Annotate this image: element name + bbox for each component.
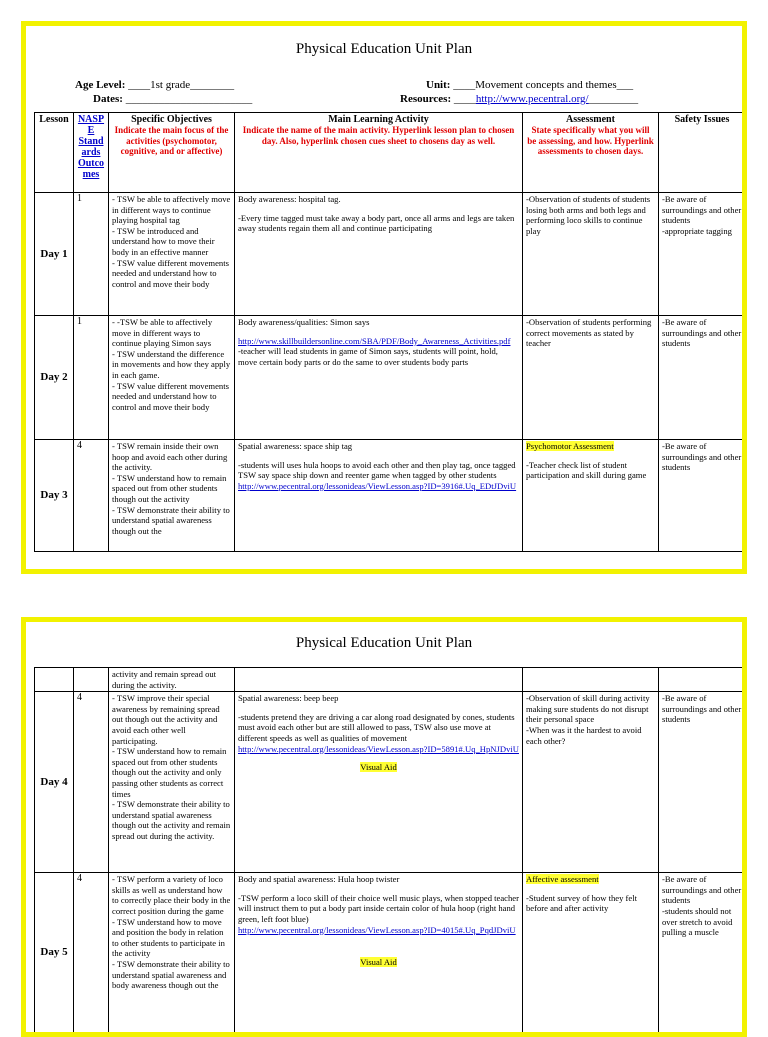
resources: Resources: ____http://www.pecentral.org/_________ xyxy=(400,93,639,105)
unit-value: Movement concepts and themes xyxy=(475,79,617,91)
header-standards xyxy=(74,113,109,193)
table-row xyxy=(35,692,746,873)
objectives-cell: - TSW improve their special awareness by remaining spread out though out the activity and avoid each other well participating. - TSW understand how to remain spaced out from other students though out the activity and only passing other students as correct times - TSW demonstrate their ability to understand spatial awareness though out the activity and remain spread out during the activity. xyxy=(109,692,235,873)
objectives-continuation: activity and remain spread out during the activity. xyxy=(109,668,235,692)
age-level: Age Level: ____1st grade________ xyxy=(75,79,235,91)
dates: Dates: _______________________ xyxy=(93,93,253,105)
activity-cell xyxy=(235,316,523,440)
visual-aid[interactable]: Visual Aid xyxy=(360,762,397,773)
safety-cell: -Be aware of surroundings and other students -appropriate tagging xyxy=(659,193,746,316)
header-lesson: Lesson xyxy=(35,113,74,193)
activity-description: -TSW perform a loco skill of their choice well music plays, when stopped teacher will instruct them to put a body part inside certain color of hula hoop (right hand green, left foot blue) xyxy=(238,892,519,924)
assessment-text: -Observation of skill during activity making sure students do not disrupt their personal space -When was it the hardest to avoid each other? xyxy=(526,693,650,746)
header-row xyxy=(35,113,746,193)
safety-cell: -Be aware of surroundings and other students xyxy=(659,316,746,440)
activity-link[interactable]: http://www.pecentral.org/lessonideas/ViewLesson.asp?ID=5891#.Uq_HpNJDviU xyxy=(238,743,519,754)
day-label: Day 5 xyxy=(35,873,74,1033)
activity-note: Indicate the name of the main activity. Hyperlink lesson plan to chosen day. Also, hyperlink chosen cues sheet to chosens day as well. xyxy=(242,125,515,146)
assessment-cell xyxy=(523,316,659,440)
activity-cell xyxy=(235,692,523,873)
assessment-title: Assessment xyxy=(566,114,615,125)
header-safety: Safety Issues xyxy=(659,113,746,193)
activity-title: Main Learning Activity xyxy=(328,114,429,125)
assessment-note: State specifically what you will be assessing, and how. Hyperlink assessments to chosen days. xyxy=(527,125,654,156)
assessment-text: -Student survey of how they felt before and after activity xyxy=(526,892,637,914)
activity-name: Spatial awareness: space ship tag xyxy=(238,441,353,451)
safety-cell: -Be aware of surroundings and other students -students should not over stretch to avoid pulling a muscle xyxy=(659,873,746,1033)
resources-link[interactable]: http://www.pecentral.org/ xyxy=(475,93,589,105)
activity-description: -students pretend they are driving a car along road designated by cones, students must avoid each other but are still allowed to pass, TSW also use move at different speeds as well as qualities of movement xyxy=(238,711,515,743)
assessment-cell xyxy=(523,692,659,873)
header-assessment xyxy=(523,113,659,193)
activity-description: -teacher will lead students in game of Simon says, students will point, hold, move certain body parts or do the same to over students body parts xyxy=(238,346,498,367)
resources-label: Resources: xyxy=(400,93,452,105)
standard-number: 1 xyxy=(74,193,109,316)
objectives-cell: - -TSW be able to affectively move in different ways to continue playing Simon says - TSW understand the difference in movements and how they apply in each game. - TSW value different movements needed and understand how to control and move their body xyxy=(109,316,235,440)
day-label: Day 2 xyxy=(35,316,74,440)
dates-label: Dates: xyxy=(93,93,123,105)
header-activity xyxy=(235,113,523,193)
standard-number: 1 xyxy=(74,316,109,440)
table-row xyxy=(35,873,746,1033)
table-row xyxy=(35,193,746,316)
unit-plan-table-continued xyxy=(34,667,746,1033)
unit-label: Unit: xyxy=(426,79,451,91)
activity-name: Body and spatial awareness: Hula hoop twister xyxy=(238,874,400,885)
activity-link[interactable]: http://www.pecentral.org/lessonideas/ViewLesson.asp?ID=4015#.Uq_PqdJDviU xyxy=(238,924,516,935)
document-page-1 xyxy=(21,21,747,574)
day-label: Day 1 xyxy=(35,193,74,316)
unit: Unit: ____Movement concepts and themes___ xyxy=(426,79,634,91)
assessment-cell xyxy=(523,873,659,1033)
activity-cell xyxy=(235,440,523,552)
activity-cell xyxy=(235,873,523,1033)
objectives-title: Specific Objectives xyxy=(131,114,212,125)
document-page-2 xyxy=(21,617,747,1037)
assessment-text: -Observation of students performing correct movements as stated by teacher xyxy=(526,317,652,349)
safety-cell: -Be aware of surroundings and other students xyxy=(659,692,746,873)
assessment-cell xyxy=(523,193,659,316)
visual-aid[interactable]: Visual Aid xyxy=(360,957,397,968)
standard-number: 4 xyxy=(74,692,109,873)
objectives-note: Indicate the main focus of the activities (psychomotor, cognitive, and or affective) xyxy=(114,125,229,156)
objectives-cell: - TSW remain inside their own hoop and avoid each other during the activity. - TSW understand how to remain spaced out from other students though out the activity - TSW demonstrate their ability to understand spatial awareness though out the xyxy=(109,440,235,552)
assessment-text: -Observation of students of students losing both arms and both legs and performing loco skills to continue play xyxy=(526,194,651,236)
activity-cell xyxy=(235,193,523,316)
activity-description: -Every time tagged must take away a body part, once all arms and legs are taken away students regain them all and continue participating xyxy=(238,212,515,234)
activity-name: Body awareness: hospital tag. xyxy=(238,194,341,204)
unit-plan-table xyxy=(34,112,746,552)
objectives-cell: - TSW perform a variety of loco skills as well as understand how to correctly place their body in the correct position during the game - TSW understand how to move and position the body in relation to other students to participate in the activity - TSW demonstrate their ability to understand spatial awareness and body awareness though out the xyxy=(109,873,235,1033)
standard-number: 4 xyxy=(74,873,109,1033)
standards-link[interactable]: NASPE Standards Outcomes xyxy=(77,114,105,180)
assessment-text: -Teacher check list of student participation and skill during game xyxy=(526,459,647,481)
page-title: Physical Education Unit Plan xyxy=(295,41,473,57)
activity-description: -students will uses hula hoops to avoid each other and then play tag, once tagged TSW say space ship down and reenter game when tagged by other students xyxy=(238,459,516,481)
activity-link[interactable]: http://www.pecentral.org/lessonideas/ViewLesson.asp?ID=3916#.Uq_EDtJDviU xyxy=(238,480,517,491)
age-level-value: 1st grade xyxy=(150,79,191,91)
safety-cell: -Be aware of surroundings and other students xyxy=(659,440,746,552)
day-label: Day 4 xyxy=(35,692,74,873)
table-row xyxy=(35,440,746,552)
activity-name: Body awareness/qualities: Simon says xyxy=(238,317,370,327)
header-objectives xyxy=(109,113,235,193)
objectives-cell: - TSW be able to affectively move in different ways to continue playing hospital tag - TSW be introduced and understand how to move their body in an effective manner - TSW value different movements needed and understand how to control and move their body xyxy=(109,193,235,316)
table-row xyxy=(35,668,746,692)
assessment-cell xyxy=(523,440,659,552)
activity-link[interactable]: http://www.skillbuildersonline.com/SBA/PDF/Body_Awareness_Activities.pdf xyxy=(238,335,511,346)
page-title: Physical Education Unit Plan xyxy=(295,635,473,651)
day-label: Day 3 xyxy=(35,440,74,552)
assessment-label: Psychomotor Assessment xyxy=(526,441,614,451)
assessment-label: Affective assessment xyxy=(526,874,599,885)
activity-name: Spatial awareness: beep beep xyxy=(238,693,339,704)
table-row xyxy=(35,316,746,440)
standard-number: 4 xyxy=(74,440,109,552)
age-level-label: Age Level: xyxy=(75,79,126,91)
